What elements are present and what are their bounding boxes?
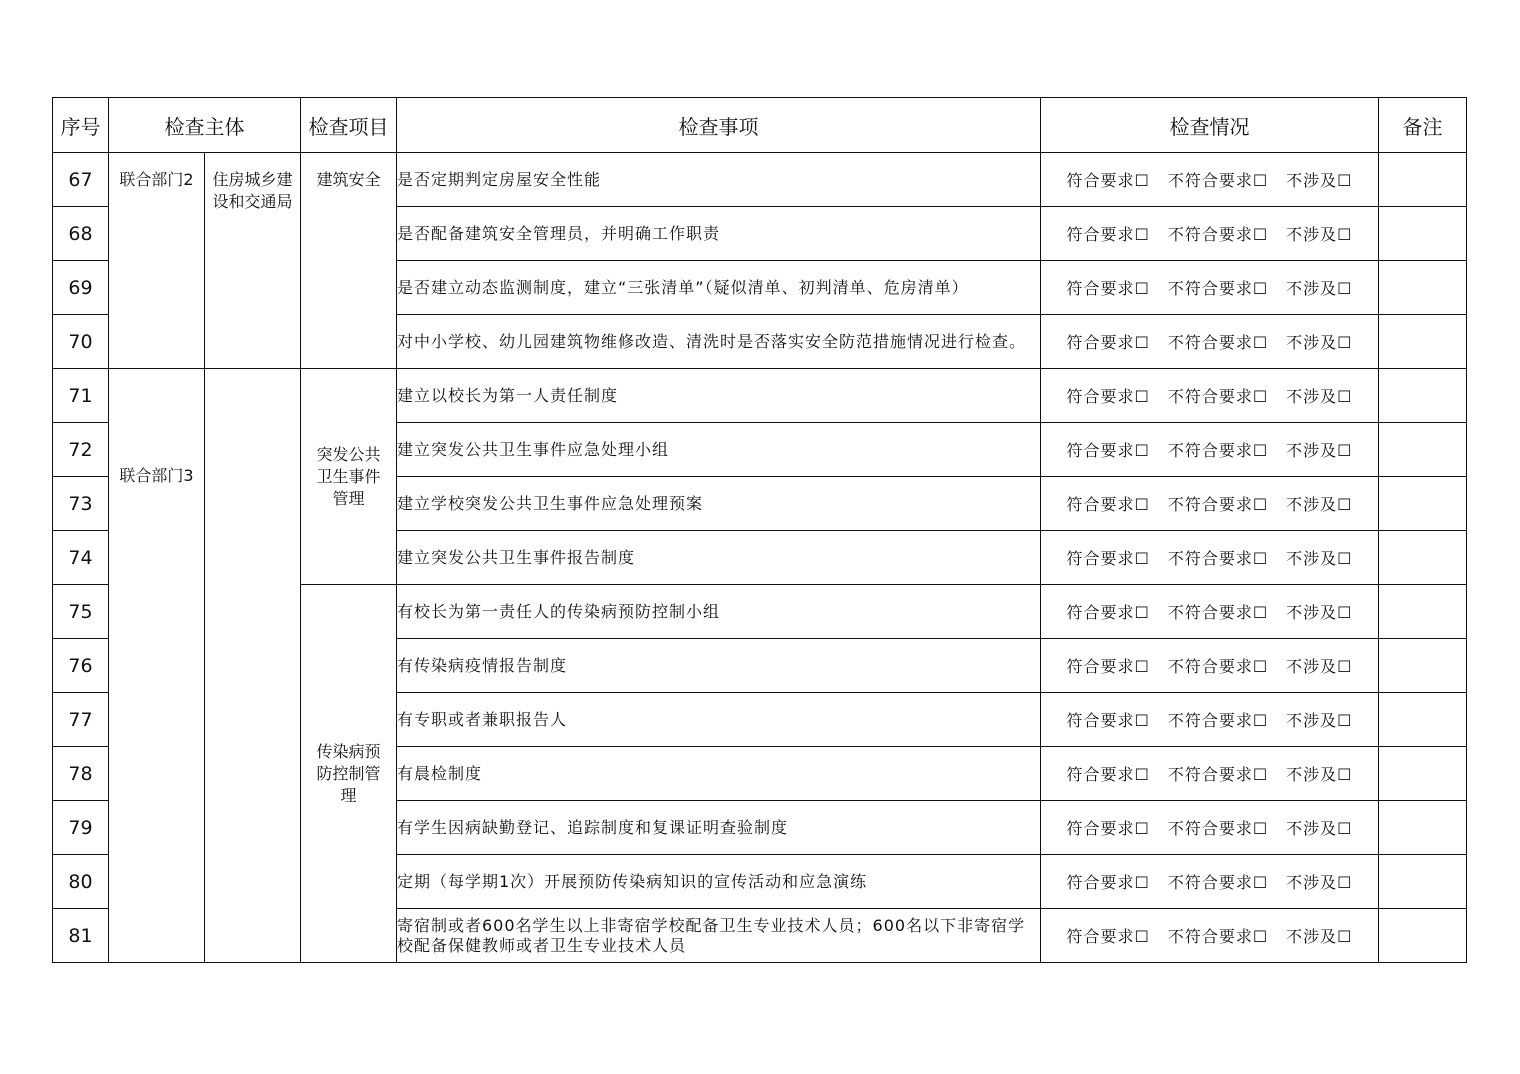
- row-number: 70: [53, 315, 109, 369]
- status-meets-checkbox[interactable]: 符合要求☐: [1066, 603, 1150, 622]
- check-item: 建立突发公共卫生事件报告制度: [397, 531, 1041, 585]
- check-item: 有晨检制度: [397, 747, 1041, 801]
- status-meets-checkbox[interactable]: 符合要求☐: [1066, 873, 1150, 892]
- status-not-applicable-checkbox[interactable]: 不涉及☐: [1286, 819, 1353, 838]
- status-not-applicable-checkbox[interactable]: 不涉及☐: [1286, 549, 1353, 568]
- check-item: 是否配备建筑安全管理员，并明确工作职责: [397, 207, 1041, 261]
- sub-department-name: 住房城乡建设和交通局: [205, 153, 301, 369]
- status-options: [1041, 153, 1379, 207]
- status-fails-checkbox[interactable]: 不符合要求☐: [1167, 927, 1269, 946]
- row-number: 78: [53, 747, 109, 801]
- row-number: 67: [53, 153, 109, 207]
- check-item: 定期（每学期1次）开展预防传染病知识的宣传活动和应急演练: [397, 855, 1041, 909]
- status-not-applicable-checkbox[interactable]: 不涉及☐: [1286, 279, 1353, 298]
- status-not-applicable-checkbox[interactable]: 不涉及☐: [1286, 387, 1353, 406]
- row-number: 68: [53, 207, 109, 261]
- header-matter: 检查事项: [397, 98, 1041, 153]
- status-options: [1041, 369, 1379, 423]
- status-not-applicable-checkbox[interactable]: 不涉及☐: [1286, 927, 1353, 946]
- status-options: [1041, 423, 1379, 477]
- sub-department-name: [205, 369, 301, 963]
- check-item: 寄宿制或者600名学生以上非寄宿学校配备卫生专业技术人员；600名以下非寄宿学校配备保健教师或者卫生专业技术人员: [397, 909, 1041, 963]
- row-number: 71: [53, 369, 109, 423]
- status-not-applicable-checkbox[interactable]: 不涉及☐: [1286, 603, 1353, 622]
- status-fails-checkbox[interactable]: 不符合要求☐: [1167, 495, 1269, 514]
- category-label: 传染病预防控制管理: [301, 585, 397, 963]
- status-fails-checkbox[interactable]: 不符合要求☐: [1167, 819, 1269, 838]
- status-fails-checkbox[interactable]: 不符合要求☐: [1167, 711, 1269, 730]
- status-options: [1041, 693, 1379, 747]
- status-meets-checkbox[interactable]: 符合要求☐: [1066, 225, 1150, 244]
- row-number: 74: [53, 531, 109, 585]
- remark-cell[interactable]: [1379, 423, 1467, 477]
- header-status: 检查情况: [1041, 98, 1379, 153]
- status-not-applicable-checkbox[interactable]: 不涉及☐: [1286, 333, 1353, 352]
- status-not-applicable-checkbox[interactable]: 不涉及☐: [1286, 171, 1353, 190]
- remark-cell[interactable]: [1379, 585, 1467, 639]
- status-fails-checkbox[interactable]: 不符合要求☐: [1167, 279, 1269, 298]
- row-number: 72: [53, 423, 109, 477]
- status-options: [1041, 207, 1379, 261]
- check-item: 对中小学校、幼儿园建筑物维修改造、清洗时是否落实安全防范措施情况进行检查。: [397, 315, 1041, 369]
- status-meets-checkbox[interactable]: 符合要求☐: [1066, 279, 1150, 298]
- status-not-applicable-checkbox[interactable]: 不涉及☐: [1286, 225, 1353, 244]
- remark-cell[interactable]: [1379, 639, 1467, 693]
- status-fails-checkbox[interactable]: 不符合要求☐: [1167, 873, 1269, 892]
- check-item: 是否定期判定房屋安全性能: [397, 153, 1041, 207]
- status-fails-checkbox[interactable]: 不符合要求☐: [1167, 441, 1269, 460]
- status-options: [1041, 747, 1379, 801]
- remark-cell[interactable]: [1379, 153, 1467, 207]
- status-meets-checkbox[interactable]: 符合要求☐: [1066, 495, 1150, 514]
- check-item: 有校长为第一责任人的传染病预防控制小组: [397, 585, 1041, 639]
- status-options: [1041, 315, 1379, 369]
- status-not-applicable-checkbox[interactable]: 不涉及☐: [1286, 495, 1353, 514]
- row-number: 77: [53, 693, 109, 747]
- status-not-applicable-checkbox[interactable]: 不涉及☐: [1286, 765, 1353, 784]
- department-name: 联合部门3: [109, 369, 205, 963]
- inspection-table: [52, 97, 1467, 963]
- row-number: 75: [53, 585, 109, 639]
- check-item: 建立以校长为第一人责任制度: [397, 369, 1041, 423]
- status-meets-checkbox[interactable]: 符合要求☐: [1066, 657, 1150, 676]
- check-item: 建立突发公共卫生事件应急处理小组: [397, 423, 1041, 477]
- check-item: 是否建立动态监测制度，建立“三张清单”（疑似清单、初判清单、危房清单）: [397, 261, 1041, 315]
- remark-cell[interactable]: [1379, 801, 1467, 855]
- remark-cell[interactable]: [1379, 207, 1467, 261]
- status-fails-checkbox[interactable]: 不符合要求☐: [1167, 657, 1269, 676]
- remark-cell[interactable]: [1379, 477, 1467, 531]
- remark-cell[interactable]: [1379, 909, 1467, 963]
- row-number: 69: [53, 261, 109, 315]
- status-options: [1041, 909, 1379, 963]
- status-meets-checkbox[interactable]: 符合要求☐: [1066, 927, 1150, 946]
- status-meets-checkbox[interactable]: 符合要求☐: [1066, 333, 1150, 352]
- status-not-applicable-checkbox[interactable]: 不涉及☐: [1286, 873, 1353, 892]
- status-fails-checkbox[interactable]: 不符合要求☐: [1167, 225, 1269, 244]
- header-remark: 备注: [1379, 98, 1467, 153]
- status-options: [1041, 477, 1379, 531]
- status-meets-checkbox[interactable]: 符合要求☐: [1066, 711, 1150, 730]
- check-item: 有学生因病缺勤登记、追踪制度和复课证明查验制度: [397, 801, 1041, 855]
- category-label: 突发公共卫生事件管理: [301, 369, 397, 585]
- status-options: [1041, 855, 1379, 909]
- status-fails-checkbox[interactable]: 不符合要求☐: [1167, 387, 1269, 406]
- header-seq: 序号: [53, 98, 109, 153]
- remark-cell[interactable]: [1379, 855, 1467, 909]
- department-name: 联合部门2: [109, 153, 205, 369]
- check-item: 建立学校突发公共卫生事件应急处理预案: [397, 477, 1041, 531]
- status-meets-checkbox[interactable]: 符合要求☐: [1066, 387, 1150, 406]
- category-label: 建筑安全: [301, 153, 397, 369]
- remark-cell[interactable]: [1379, 693, 1467, 747]
- status-not-applicable-checkbox[interactable]: 不涉及☐: [1286, 657, 1353, 676]
- table-row: [53, 153, 1467, 207]
- row-number: 73: [53, 477, 109, 531]
- check-item: 有传染病疫情报告制度: [397, 639, 1041, 693]
- status-fails-checkbox[interactable]: 不符合要求☐: [1167, 603, 1269, 622]
- remark-cell[interactable]: [1379, 261, 1467, 315]
- row-number: 81: [53, 909, 109, 963]
- status-meets-checkbox[interactable]: 符合要求☐: [1066, 171, 1150, 190]
- status-meets-checkbox[interactable]: 符合要求☐: [1066, 549, 1150, 568]
- status-options: [1041, 531, 1379, 585]
- status-meets-checkbox[interactable]: 符合要求☐: [1066, 765, 1150, 784]
- remark-cell[interactable]: [1379, 531, 1467, 585]
- status-fails-checkbox[interactable]: 不符合要求☐: [1167, 171, 1269, 190]
- row-number: 80: [53, 855, 109, 909]
- status-options: [1041, 261, 1379, 315]
- header-subject: 检查主体: [109, 98, 301, 153]
- remark-cell[interactable]: [1379, 747, 1467, 801]
- status-fails-checkbox[interactable]: 不符合要求☐: [1167, 765, 1269, 784]
- row-number: 76: [53, 639, 109, 693]
- status-options: [1041, 585, 1379, 639]
- status-meets-checkbox[interactable]: 符合要求☐: [1066, 819, 1150, 838]
- status-fails-checkbox[interactable]: 不符合要求☐: [1167, 333, 1269, 352]
- header-row: [53, 98, 1467, 153]
- status-meets-checkbox[interactable]: 符合要求☐: [1066, 441, 1150, 460]
- status-not-applicable-checkbox[interactable]: 不涉及☐: [1286, 441, 1353, 460]
- status-not-applicable-checkbox[interactable]: 不涉及☐: [1286, 711, 1353, 730]
- check-item: 有专职或者兼职报告人: [397, 693, 1041, 747]
- row-number: 79: [53, 801, 109, 855]
- remark-cell[interactable]: [1379, 369, 1467, 423]
- status-options: [1041, 639, 1379, 693]
- table-row: [53, 369, 1467, 423]
- status-fails-checkbox[interactable]: 不符合要求☐: [1167, 549, 1269, 568]
- header-project: 检查项目: [301, 98, 397, 153]
- status-options: [1041, 801, 1379, 855]
- remark-cell[interactable]: [1379, 315, 1467, 369]
